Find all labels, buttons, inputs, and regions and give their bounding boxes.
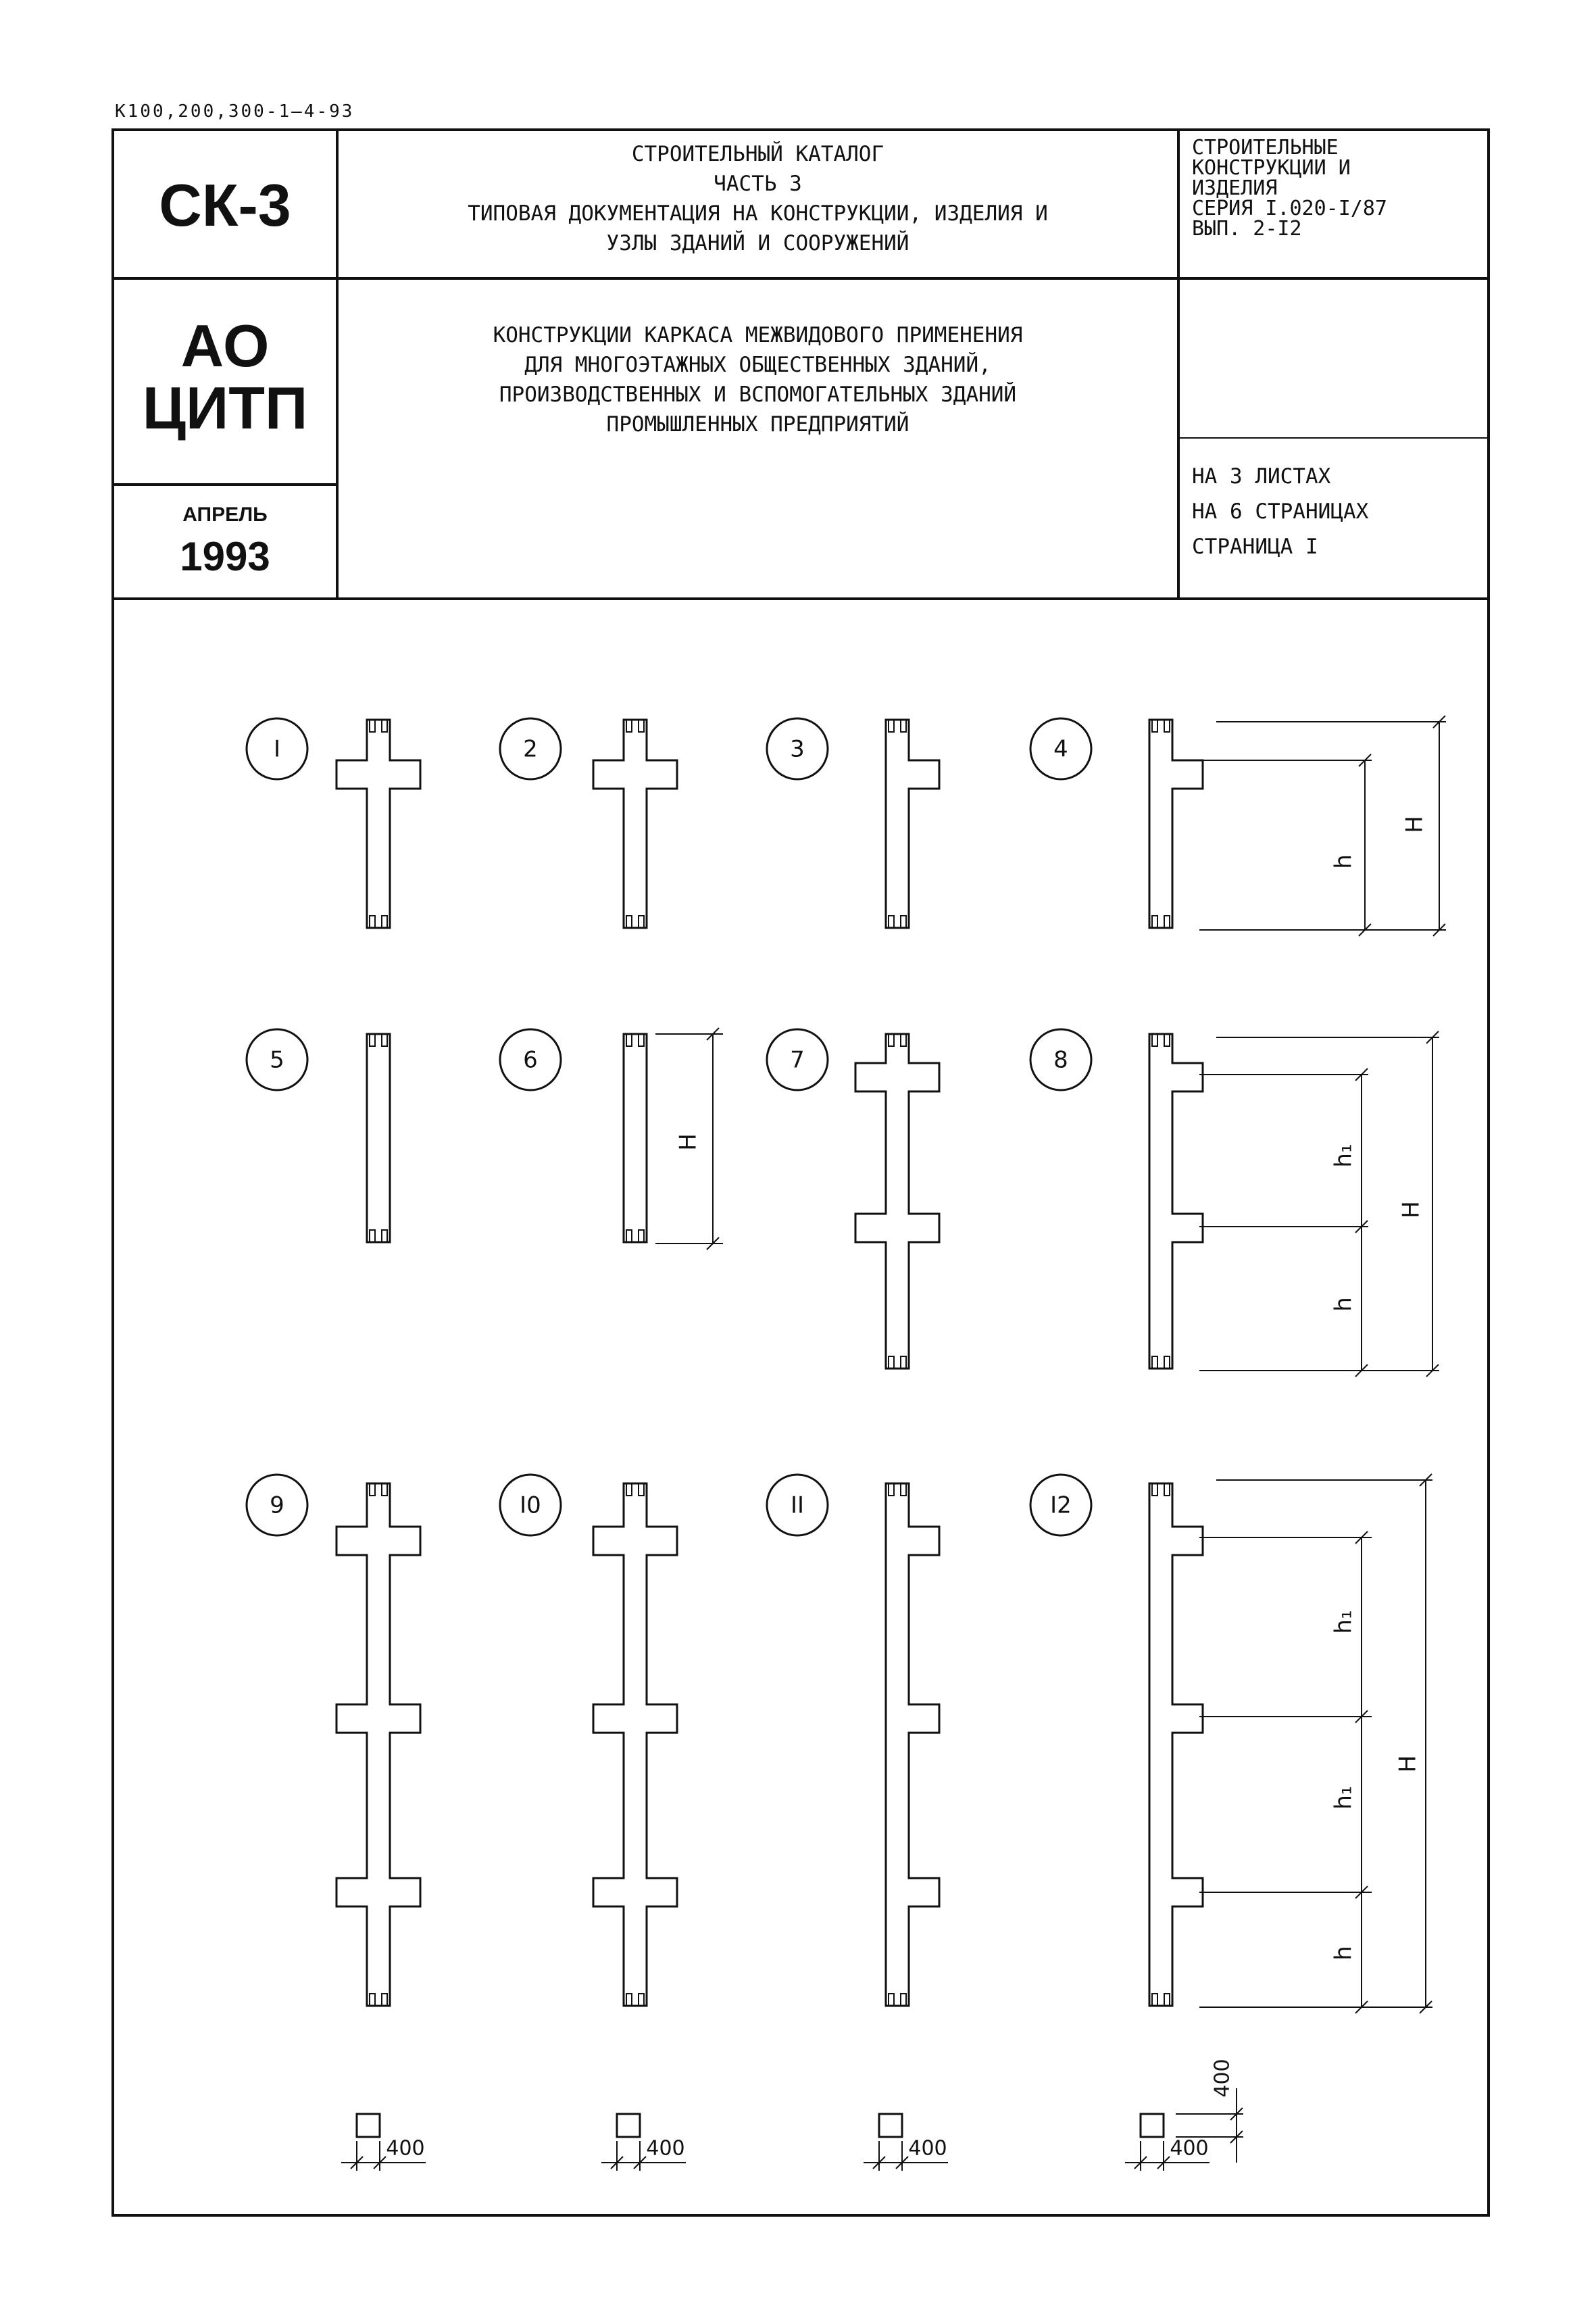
joint-notch <box>1164 1356 1170 1369</box>
catalog-title-line2: ЧАСТЬ 3 <box>714 172 802 196</box>
joint-notch <box>626 1994 632 2006</box>
section-size-label: 400 <box>908 2136 947 2161</box>
joint-notch <box>1152 1034 1157 1046</box>
dimension-h-label: h <box>1330 1297 1357 1312</box>
joint-notch <box>382 1230 387 1242</box>
joint-notch <box>639 1483 644 1496</box>
organization-line2: ЦИТП <box>142 374 308 441</box>
joint-notch <box>1152 916 1157 928</box>
joint-notch <box>889 1994 894 2006</box>
column-section-square <box>357 2114 380 2137</box>
section-size-label: 400 <box>1210 2059 1235 2098</box>
section-size-label: 400 <box>646 2136 685 2161</box>
joint-notch <box>370 1034 375 1046</box>
joint-notch <box>889 720 894 732</box>
document-title-line4: ПРОМЫШЛЕННЫХ ПРЕДПРИЯТИЙ <box>606 412 909 437</box>
column-scheme-11 <box>886 1483 939 2006</box>
joint-notch <box>370 916 375 928</box>
joint-notch <box>382 720 387 732</box>
joint-notch <box>901 1034 906 1046</box>
dimension-H-label: H <box>1401 816 1428 833</box>
joint-notch <box>639 916 644 928</box>
column-scheme-12 <box>1149 1483 1203 2006</box>
column-number-12: I2 <box>1050 1492 1072 1519</box>
joint-notch <box>1152 1356 1157 1369</box>
document-code: К100,200,300-1—4-93 <box>115 101 355 122</box>
column-scheme-7 <box>855 1034 939 1369</box>
page-count: НА 6 СТРАНИЦАХ <box>1192 499 1369 524</box>
column-number-2: 2 <box>523 735 538 763</box>
column-scheme-6 <box>624 1034 647 1242</box>
column-number-11: II <box>790 1492 805 1519</box>
series-info-line4: СЕРИЯ I.020-I/87 <box>1192 197 1387 220</box>
column-scheme-4 <box>1149 720 1203 928</box>
catalog-title-line4: УЗЛЫ ЗДАНИЙ И СООРУЖЕНИЙ <box>606 231 909 255</box>
joint-notch <box>901 916 906 928</box>
issue-year: 1993 <box>180 534 270 579</box>
issue-month: АПРЕЛЬ <box>182 503 268 526</box>
joint-notch <box>626 916 632 928</box>
document-title-line3: ПРОИЗВОДСТВЕННЫХ И ВСПОМОГАТЕЛЬНЫХ ЗДАНИЙ <box>499 383 1017 407</box>
dimension-h-label: h <box>1330 854 1357 869</box>
dimension-H-label: H <box>1394 1755 1422 1773</box>
catalog-title-line3: ТИПОВАЯ ДОКУМЕНТАЦИЯ НА КОНСТРУКЦИИ, ИЗДЕЛИЯ И <box>468 201 1048 226</box>
catalog-code: СК-3 <box>159 172 291 239</box>
joint-notch <box>889 1483 894 1496</box>
joint-notch <box>639 1034 644 1046</box>
document-title-line2: ДЛЯ МНОГОЭТАЖНЫХ ОБЩЕСТВЕННЫХ ЗДАНИЙ, <box>524 353 991 377</box>
series-info-line2: КОНСТРУКЦИИ И <box>1192 156 1351 180</box>
column-scheme-2 <box>593 720 677 928</box>
catalog-title-line1: СТРОИТЕЛЬНЫЙ КАТАЛОГ <box>631 142 884 166</box>
column-number-9: 9 <box>270 1492 284 1519</box>
joint-notch <box>1152 1994 1157 2006</box>
column-scheme-10 <box>593 1483 677 2006</box>
joint-notch <box>901 1483 906 1496</box>
joint-notch <box>370 720 375 732</box>
dimension-h1-label: h₁ <box>1330 1786 1357 1810</box>
series-info-line1: СТРОИТЕЛЬНЫЕ <box>1192 136 1339 159</box>
dimension-h1-label: h₁ <box>1330 1143 1357 1168</box>
joint-notch <box>382 916 387 928</box>
page-number: СТРАНИЦА I <box>1192 535 1318 559</box>
joint-notch <box>1164 1994 1170 2006</box>
joint-notch <box>1164 916 1170 928</box>
column-number-1: I <box>273 735 281 763</box>
joint-notch <box>626 1230 632 1242</box>
column-scheme-3 <box>886 720 939 928</box>
sheet-count: НА 3 ЛИСТАХ <box>1192 464 1331 489</box>
column-scheme-9 <box>336 1483 420 2006</box>
column-scheme-1 <box>336 720 420 928</box>
column-number-6: 6 <box>523 1046 538 1074</box>
joint-notch <box>901 1356 906 1369</box>
joint-notch <box>1164 1034 1170 1046</box>
column-number-10: I0 <box>520 1492 541 1519</box>
series-info-line5: ВЫП. 2-I2 <box>1192 217 1302 241</box>
joint-notch <box>901 720 906 732</box>
organization-line1: АО <box>180 312 270 379</box>
column-number-8: 8 <box>1053 1046 1068 1074</box>
dimension-h-label: h <box>1330 1946 1357 1961</box>
series-info-line3: ИЗДЕЛИЯ <box>1192 176 1278 200</box>
joint-notch <box>370 1994 375 2006</box>
joint-notch <box>626 1483 632 1496</box>
joint-notch <box>370 1230 375 1242</box>
joint-notch <box>1152 720 1157 732</box>
column-section-square <box>879 2114 902 2137</box>
joint-notch <box>889 916 894 928</box>
section-size-label: 400 <box>386 2136 425 2161</box>
joint-notch <box>370 1483 375 1496</box>
joint-notch <box>889 1356 894 1369</box>
column-scheme-5 <box>367 1034 390 1242</box>
joint-notch <box>626 1034 632 1046</box>
column-number-5: 5 <box>270 1046 284 1074</box>
joint-notch <box>1164 720 1170 732</box>
joint-notch <box>1152 1483 1157 1496</box>
joint-notch <box>639 1230 644 1242</box>
column-number-4: 4 <box>1053 735 1068 763</box>
section-size-label: 400 <box>1170 2136 1209 2161</box>
joint-notch <box>382 1034 387 1046</box>
joint-notch <box>1164 1483 1170 1496</box>
joint-notch <box>889 1034 894 1046</box>
dimension-H-label: H <box>1397 1201 1425 1218</box>
joint-notch <box>382 1994 387 2006</box>
joint-notch <box>639 1994 644 2006</box>
joint-notch <box>626 720 632 732</box>
column-section-square <box>617 2114 640 2137</box>
column-number-7: 7 <box>790 1046 805 1074</box>
joint-notch <box>639 720 644 732</box>
joint-notch <box>901 1994 906 2006</box>
column-section-square <box>1141 2114 1164 2137</box>
dimension-H-label: H <box>674 1133 702 1151</box>
column-number-3: 3 <box>790 735 805 763</box>
joint-notch <box>382 1483 387 1496</box>
dimension-h1-label: h₁ <box>1330 1610 1357 1634</box>
document-title-line1: КОНСТРУКЦИИ КАРКАСА МЕЖВИДОВОГО ПРИМЕНЕНИЯ <box>493 323 1023 347</box>
column-scheme-8 <box>1149 1034 1203 1369</box>
